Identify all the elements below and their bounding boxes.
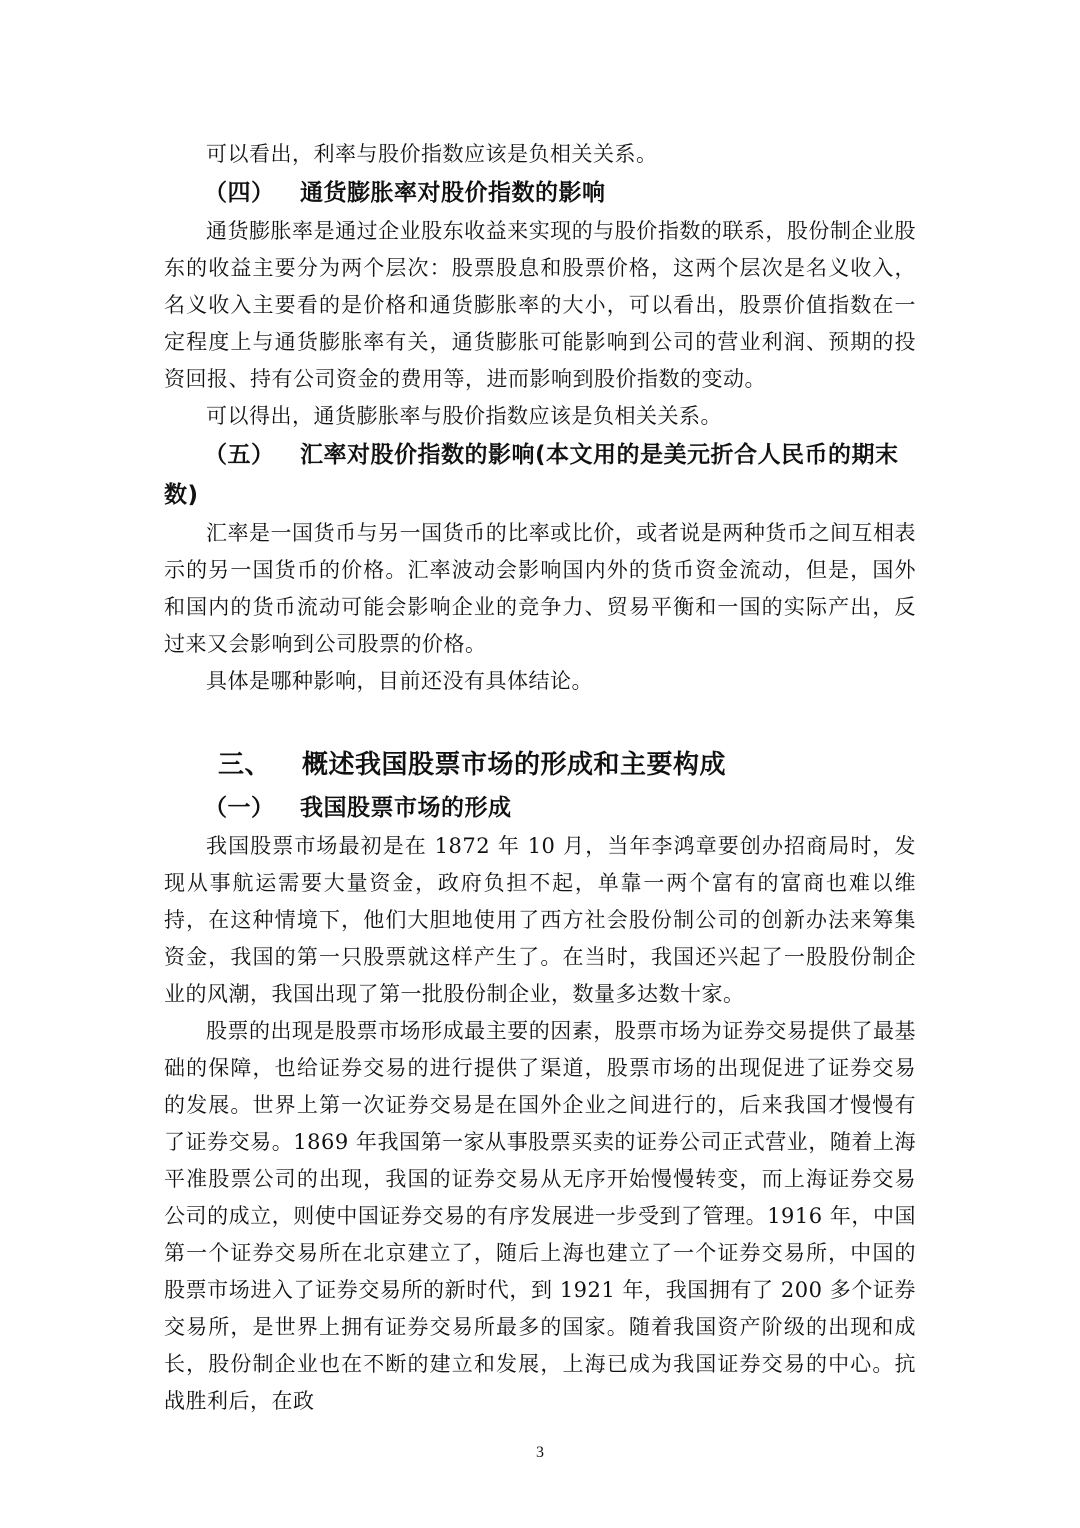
section-number: （五） [204,442,275,468]
section-heading-5 [164,435,916,515]
section-number: （四） [204,180,275,206]
paragraph: 可以看出，利率与股价指数应该是负相关关系。 [206,142,658,166]
paragraph: 具体是哪种影响，目前还没有具体结论。 [206,669,593,693]
chapter-heading-3 [164,742,916,788]
section-heading-4 [164,173,916,213]
page-number: 3 [536,1444,544,1461]
paragraph: 通货膨胀率是通过企业股东收益来实现的与股价指数的联系，股份制企业股东的收益主要分为两个层次：股票股息和股票价格，这两个层次是名义收入，名义收入主要看的是价格和通货膨胀率的大小，可以看出，股票价值指数在一定程度上与通货膨胀率有关，通货膨胀可能影响到公司的营业利润、预期的投资回报、持有公司资金的费用等，进而影响到股价指数的变动。 [164,219,916,391]
paragraph: 可以得出，通货膨胀率与股价指数应该是负相关关系。 [206,404,722,428]
section-title: 汇率对股价指数的影响(本文用的是美元折合人民币的期末数) [164,442,899,508]
section-title: 通货膨胀率对股价指数的影响 [300,180,606,206]
paragraph: 股票的出现是股票市场形成最主要的因素，股票市场为证券交易提供了最基础的保障，也给证券交易的进行提供了渠道，股票市场的出现促进了证券交易的发展。世界上第一次证券交易是在国外企业之间进行的，后来我国才慢慢有了证券交易。1869 年我国第一家从事股票买卖的证券公司正式营业，随着上海平准股票公司的出现，我国的证券交易从无序开始慢慢转变，而上海证券交易公司的成立，则使中国证券交易的有序发展进一步受到了管理。1916 年，中国第一个证券交易所在北京建立了，随后上海也建立了一个证券交易所，中国的股票市场进入了证券交易所的新时代，到 1921 年，我国拥有了 200 多个证券交易所，是世界上拥有证券交易所最多的国家。随着我国资产阶级的出现和成长，股份制企业也在不断的建立和发展，上海已成为我国证券交易的中心。抗战胜利后，在政 [164,1019,916,1413]
chapter-title: 概述我国股票市场的形成和主要构成 [302,750,727,780]
chapter-number: 三、 [218,750,272,780]
section-heading-1 [164,788,916,828]
paragraph: 汇率是一国货币与另一国货币的比率或比价，或者说是两种货币之间互相表示的另一国货币的价格。汇率波动会影响国内外的货币资金流动，但是，国外和国内的货币流动可能会影响企业的竞争力、贸易平衡和一国的实际产出，反过来又会影响到公司股票的价格。 [164,521,916,656]
page-content [164,136,916,1420]
paragraph: 我国股票市场最初是在 1872 年 10 月，当年李鸿章要创办招商局时，发现从事航运需要大量资金，政府负担不起，单靠一两个富有的富商也难以维持，在这种情境下，他们大胆地使用了西方社会股份制公司的创新办法来筹集资金，我国的第一只股票就这样产生了。在当时，我国还兴起了一股股份制企业的风潮，我国出现了第一批股份制企业，数量多达数十家。 [164,834,916,1006]
section-number: （一） [204,795,275,821]
section-title: 我国股票市场的形成 [300,795,512,821]
